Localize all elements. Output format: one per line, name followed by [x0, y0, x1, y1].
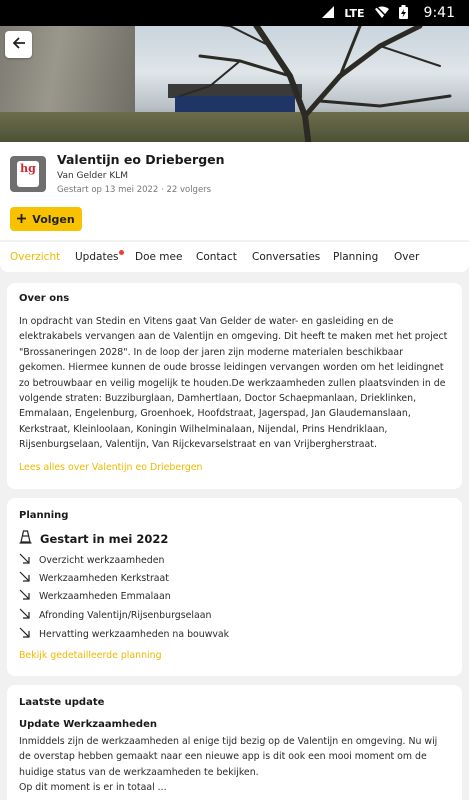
arrow-left-icon — [11, 35, 27, 55]
planning-card — [7, 498, 462, 676]
tab-updates[interactable] — [75, 251, 119, 263]
planning-item-label: Afronding Valentijn/Rijsenburgselaan — [39, 609, 212, 621]
tab-planning[interactable]: Planning — [333, 251, 379, 263]
organization-logo — [10, 156, 46, 192]
project-header — [0, 142, 469, 240]
tab-contact[interactable]: Contact — [196, 251, 237, 263]
planning-item-label: Hervatting werkzaamheden na bouwvak — [39, 628, 230, 640]
tab-overzicht[interactable]: Overzicht — [10, 251, 61, 263]
planning-heading: Planning — [19, 510, 69, 521]
latest-update-card[interactable] — [7, 685, 462, 800]
logo-mark: hg — [17, 161, 39, 187]
traffic-cone-icon — [19, 530, 32, 547]
tab-over[interactable]: Over — [394, 251, 420, 263]
wifi-off-icon — [375, 6, 389, 21]
back-button[interactable] — [5, 31, 32, 58]
update-title: Update Werkzaamheden — [19, 719, 157, 730]
arrow-down-right-icon — [19, 627, 30, 641]
follow-label: Volgen — [32, 212, 75, 226]
planning-item-label: Overzicht werkzaamheden — [39, 554, 165, 566]
arrow-down-right-icon — [19, 553, 30, 567]
hero-image — [0, 26, 469, 142]
follow-button[interactable] — [10, 207, 82, 231]
planning-item[interactable] — [19, 627, 229, 641]
project-meta: Gestart op 13 mei 2022 · 22 volgers — [57, 185, 212, 195]
planning-item-label: Werkzaamheden Kerkstraat — [39, 572, 169, 584]
tab-updates-label: Updates — [75, 251, 119, 263]
about-heading: Over ons — [19, 293, 70, 304]
signal-icon — [322, 6, 334, 21]
about-card — [7, 283, 462, 489]
planning-started — [19, 530, 168, 547]
about-text: In opdracht van Stedin en Vitens gaat Van Gelder de water- en gasleiding en de elektrakabels vervangen aan de Valentijn en omgeving. Dit heeft te maken met het project "Brossaneringen 2028". In de loop der jaren zijn moderne materialen beschikbaar gekomen. Hiermee kunnen de oude brosse leidingen vervangen worden om het leidingnet zo betrouwbaar en veilig mogelijk te houden.De werkzaamheden zullen plaatsvinden in de volgende straten: Buzziburglaan, Damhertlaan, Doctor Schaepmanlaan, Drieklinken, Emmalaan, Engelenburg, Groenhoek, Hoofdstraat, Jagerspad, Jan Glaudemanslaan, Kerkstraat, Kleinloolaan, Koningin Wilhelminalaan, Nijendal, Prins Hendriklaan, Rijsenburgselaan, Valentijn, Van Rijckevarselstraat en van Vrijbergherstraat. — [19, 316, 448, 451]
latest-update-heading: Laatste update — [19, 697, 105, 708]
project-title: Valentijn eo Driebergen — [57, 152, 225, 167]
arrow-down-right-icon — [19, 589, 30, 603]
planning-item[interactable] — [19, 553, 164, 567]
tab-bar — [0, 242, 469, 272]
planning-item-label: Werkzaamheden Emmalaan — [39, 590, 171, 602]
planning-item[interactable] — [19, 608, 211, 622]
battery-icon — [399, 5, 408, 22]
tab-conversaties[interactable]: Conversaties — [252, 251, 321, 263]
network-label: LTE — [344, 6, 365, 20]
planning-item[interactable] — [19, 571, 169, 585]
status-bar — [0, 0, 469, 26]
tree-illustration — [120, 26, 460, 142]
clock: 9:41 — [423, 5, 455, 21]
update-text: Inmiddels zijn de werkzaamheden al enige tijd bezig op de Valentijn en omgeving. Nu wij de overstap hebben gemaakt naar een nieuwe app is dit ook een mooi moment om de huidige status van de werkzaamheden te bekijken. Op dit moment is er in totaal ... — [19, 736, 438, 794]
planning-started-label: Gestart in mei 2022 — [40, 531, 169, 546]
planning-item[interactable] — [19, 589, 171, 603]
plus-icon — [17, 213, 26, 226]
arrow-down-right-icon — [19, 571, 30, 585]
about-read-more-link[interactable]: Lees alles over Valentijn eo Driebergen — [19, 462, 203, 473]
project-organization[interactable]: Van Gelder KLM — [57, 171, 129, 181]
arrow-down-right-icon — [19, 608, 30, 622]
planning-detail-link[interactable]: Bekijk gedetailleerde planning — [19, 650, 162, 661]
notification-badge — [119, 250, 124, 255]
tab-doe-mee[interactable]: Doe mee — [135, 251, 183, 263]
